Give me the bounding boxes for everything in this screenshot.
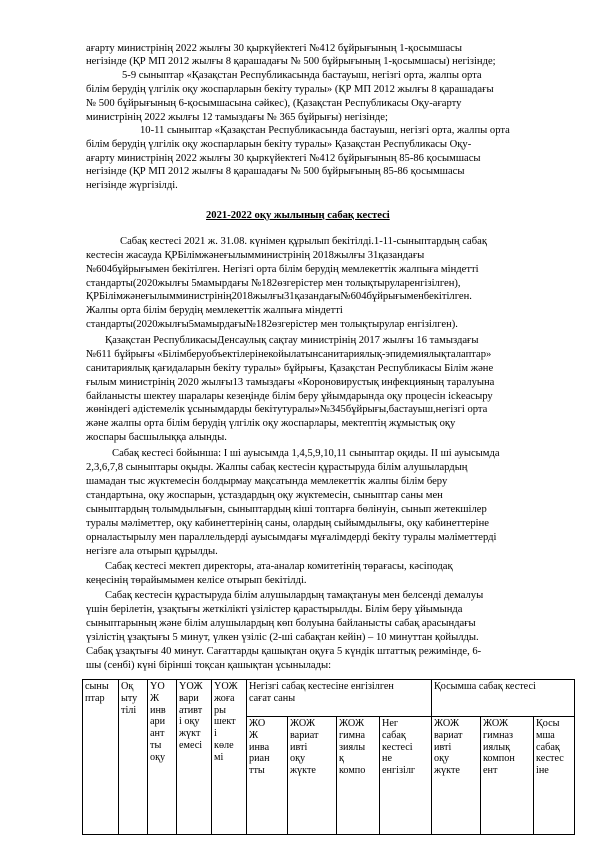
paragraph-1-line-1: ағарту министрінің 2022 жылғы 30 қыркүйектегі №412 бұйрығының 1-қосымшасы (86, 43, 462, 54)
paragraph-4-line-3: №604бұйрығымен бекітілген. Негізгі орта білім берудің мемлекеттік жалпыға міндетті (86, 264, 479, 275)
paragraph-3-line-3: ағарту министрінің 2022 жылғы 30 қыркүйектегі №412 бұйрығының 85-86 қосымшасы (86, 153, 481, 164)
paragraph-4-line-6: Жалпы орта білім берудің мемлекеттік жалпыға міндетті (86, 305, 343, 316)
subheader-variative: ЖОЖ вариат ивті оқу жүкте (288, 717, 337, 835)
paragraph-5-line-3: санитариялық қағидаларын бекіту туралы» бұйрығы, Қазақстан Республикасы Білім және (86, 363, 494, 374)
paragraph-7-line-1: Сабақ кестесі мектеп директоры, ата-аналар комитетінің төрағасы, кәсіподақ (105, 561, 453, 572)
paragraph-8-line-1: Сабақ кестесін құрастыруда білім алушылардың тамақтануы мен белсенді демалуы (105, 590, 484, 601)
subheader-additional-included: Қосы мша сабақ кестес іне (534, 717, 575, 835)
paragraph-4-line-4: стандарты(2020жылғы 5мамырдағы №182өзгерістер мен толықтыруларенгізілген), (86, 278, 461, 289)
paragraph-4-line-2: кестесін жасауда ҚРБілімжәнеғылымминистрінің 2018жылғы 31қазандағы (86, 250, 425, 261)
paragraph-6-line-8: негізге ала отырып құрылды. (86, 546, 218, 557)
paragraph-6-line-3: шамадан тыс жүктемесін болдырмау мақсатында мемлекеттік жалпы білім беру (86, 476, 448, 487)
paragraph-3-line-5: негізінде жүргізілді. (86, 180, 178, 191)
paragraph-3-line-4: негізінде (ҚР МП 2012 жылғы 8 қарашадағы № 500 бұйрығының 85-86 қосымшасы (86, 166, 465, 177)
paragraph-6-line-1: Сабақ кестесі бойынша: І ші ауысымда 1,4,5,9,10,11 сыныптар оқиды. ІІ ші ауысымда (112, 448, 500, 459)
paragraph-5-line-8: жоспары басшылыққа алынды. (86, 432, 227, 443)
subheader-gymnasium: ЖОЖ гимна зиялы қ компо (337, 717, 380, 835)
paragraph-2-line-4: министрінің 2022 жылғы 12 тамыздағы № 365 бұйрығы) негізінде; (86, 112, 388, 123)
paragraph-3-line-2: білім берудің үлгілік оқу жоспарларын бекіту туралы» Қазақстан Республикасы Оқу- (86, 139, 472, 150)
subheader-invariant: ЖО Ж инва риан тты (247, 717, 288, 835)
schedule-title: 2021-2022 оқу жылының сабақ кестесі (206, 210, 390, 221)
header-main-schedule-group: Негізгі сабақ кестесіне енгізілген сағат саны (247, 680, 432, 717)
paragraph-6-line-4: стандартына, оқу жоспарын, ұстаздардың оқу жүктемесін, сыныптар саны мен (86, 490, 443, 501)
subheader-additional-variative: ЖОЖ вариат ивті оқу жүкте (432, 717, 481, 835)
paragraph-6-line-2: 2,3,6,7,8 сыныптары оқыды. Жалпы сабақ кестесін құрастыруда білім алушылардың (86, 462, 468, 473)
paragraph-2-line-1: 5-9 сыныптар «Қазақстан Республикасында бастауыш, негізгі орта, жалпы орта (122, 70, 482, 81)
paragraph-1-line-2: негізінде (ҚР МП 2012 жылғы 8 қарашадағы № 500 бұйрығының 1-қосымшасы) негізінде; (86, 56, 496, 67)
header-invariant: ҮО Ж инв ари ант ты оқу (148, 680, 177, 835)
header-language: Оқ ыту тілі (119, 680, 148, 835)
paragraph-2-line-2: білім берудің үлгілік оқу жоспарларын бекіту туралы» (ҚР МП 2012 жылғы 8 қарашадағы (86, 84, 494, 95)
schedule-table (82, 679, 575, 835)
header-classes: сыны птар (83, 680, 119, 835)
paragraph-5-line-5: байланысты шектеу шаралары кезеңінде білім беру ұйымдарында оқу процесін ісkeасыру (86, 391, 493, 402)
subheader-additional-gymnasium: ЖОЖ гимназ иялық компон ент (481, 717, 534, 835)
paragraph-7-line-2: кеңесінің төрайымымен келісе отырып бекітілді. (86, 575, 307, 586)
paragraph-5-line-7: және жалпы орта білім берудің үлгілік оқу жоспарлары, мектептің жұмыстық оқу (86, 418, 456, 429)
paragraph-3-line-1: 10-11 сыныптар «Қазақстан Республикасында бастауыш, негізгі орта, жалпы орта (140, 125, 510, 136)
paragraph-5-line-6: жөніндегі әдістемелік ұсынымдарды бекітутуралы»№345бұйрығы,бастауыш,негізгі орта (86, 404, 488, 415)
paragraph-5-line-4: ғылым министрінің 2020 жылғы13 тамыздағы «Короновирустық инфекцияның таралуына (86, 377, 495, 388)
paragraph-4-line-1: Сабақ кестесі 2021 ж. 31.08. күнімен құрылып бекітілді.1-11-сыныптардың сабақ (120, 236, 487, 247)
paragraph-6-line-5: сыныптардың толымдылығын, сыныптардың кіші топтарға бөлінуін, сынып жетекшілер (86, 504, 487, 515)
paragraph-4-line-5: ҚРБілімжәнеғылымминистрінің2018жылғы31қазандағы№604бұйрығыменбекітілген. (86, 291, 472, 302)
paragraph-8-line-4: үзілістің ұзақтығы 5 минут, үлкен үзіліс (2-ші сабақтан кейін) – 10 минуттан қойылды. (86, 632, 479, 643)
paragraph-5-line-2: №611 бұйрығы «Білімберуобъектілерінекойылатынсанитариялық-эпидемиялықталаптар» (86, 349, 492, 360)
paragraph-5-line-1: Қазақстан РеспубликасыДенсаулық сақтау министрінің 2017 жылғы 16 тамыздағы (105, 335, 479, 346)
paragraph-8-line-2: үшін берілетін, ұзақтығы жеткілікті үзілістер қарастырылды. Білім беру ұйымында (86, 604, 463, 615)
paragraph-4-line-7: стандарты(2020жылғы5мамырдағы№182өзгерістер мен толықтырулар енгізілген). (86, 319, 458, 330)
paragraph-6-line-7: орналастырылу мен параллельдерді ауысымдағы мұғалімдерді бекіту туралы мәліметтерді (86, 532, 497, 543)
subheader-main-included: Нег сабақ кестесі не енгізілг (380, 717, 432, 835)
paragraph-2-line-3: № 500 бұйрығының 6-қосымшасына сәйкес), (Қазақстан Республикасы Оқу-ағарту (86, 98, 462, 109)
paragraph-8-line-5: Сабақ ұзақтығы 40 минут. Сағаттарды қашықтан оқуға 5 күндік штаттық режимінде, 6- (86, 646, 482, 657)
header-variative: ҮОЖ вари ативт і оқу жүкт емесі (177, 680, 212, 835)
paragraph-8-line-6: шы (сенбі) күні бірінші тоқсан қашықтан ұсынылады: (86, 660, 332, 671)
paragraph-6-line-6: туралы мәліметтер, оқу кабинеттерінің саны, олардың сыйымдылығы, оқу кабинеттеріне (86, 518, 489, 529)
header-max-load: ҮОЖ жоға ры шект і көле мі (212, 680, 247, 835)
paragraph-8-line-3: сыныптарының және білім алушылардың көп болуына байланысты сабақ арасындағы (86, 618, 476, 629)
header-additional-schedule-group: Қосымша сабақ кестесі (432, 680, 575, 717)
table-header-row-1 (83, 680, 575, 717)
